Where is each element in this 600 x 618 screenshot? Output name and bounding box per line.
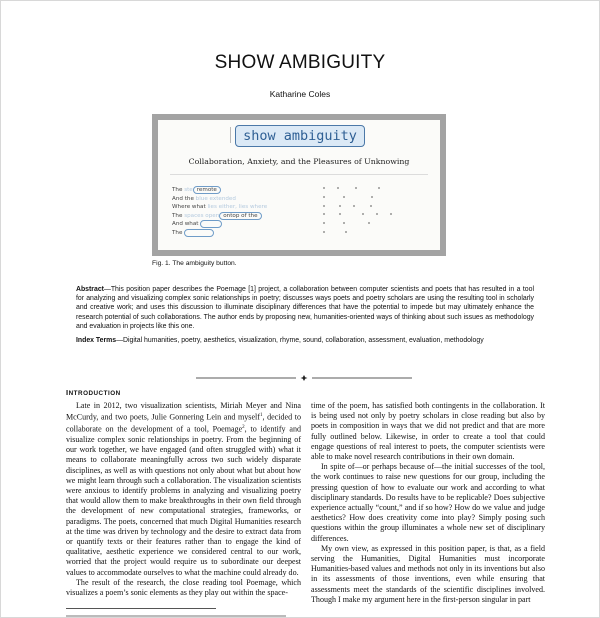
figure-caption: Fig. 1. The ambiguity button. — [152, 260, 237, 267]
column-left — [66, 401, 301, 598]
paragraph: Late in 2012, two visualization scientists, Miriah Meyer and Nina McCurdy, and two poets, Julie Gonnering Lein and myself$^1$, decided to collaborate on the development of a tool, Poemage$^2$, to identify and visualize complex sonic relationships in poetry. From the beginning of our work together, we have engaged (and often struggled with) what it means to collaborate meaningfully across two such widely disparate disciplines, as well as with questions not only about what but about how we might learn through such a collaboration. The visualization scientists were anxious to identify problems in analyzing and visualizing poetry that would allow them to make breakthroughs in their own field through the development of new computational strategies, frameworks, or paradigms. The poets, concerned that much Digital Humanities research at the time was driven by technology and the desire to extract data from or quantify texts or their features rather than to engage the kind of qualitative, aesthetic experience we considered central to our work, worried that the project would require us to subordinate our deepest values to accommodate ourselves to what the machine could already do. — [66, 401, 301, 577]
poem-line: Where what lies either, lies where — [172, 204, 268, 211]
abstract-text: —This position paper describes the Poemage [1] project, a collaboration between computer scientists and poets that has resulted in a tool for analyzing and visualizing complex sonic relationships in poetry; discusses ways poets and poetry scholars are using the resulting tool in scholarly and creative work; and uses this discussion to illuminate disciplinary differences that have the potential to impede but may ultimately enhance the research potential of such collaborations. The author ends by proposing new, humanities-oriented ways of thinking about such issues as methodology and evaluation in projects like this one. — [76, 286, 534, 330]
figure-screenshot — [158, 120, 440, 250]
sound-pattern-dots — [158, 120, 440, 250]
paragraph: time of the poem, has satisfied both contingents in the collaboration. It is being used not only by poetry scholars in close reading but also by poets in composition in ways that we did not predict and that are more fully outlined below. Likewise, in order to create a tool that could engage questions of real interest to poets, the computer scientists were able to make novel research contributions in their own domain. — [311, 401, 545, 462]
poem-line: And what — [172, 220, 267, 229]
index-terms-label: Index Terms — [76, 337, 117, 344]
index-terms-text: —Digital humanities, poetry, aesthetics, visualization, rhyme, sound, collaboration, assessment, evaluation, methodology — [116, 337, 484, 344]
paper-author: Katharine Coles — [269, 89, 331, 99]
poem-line: The — [172, 229, 267, 238]
footnote-area — [66, 612, 301, 618]
highlighted-word: ontop of the — [219, 212, 261, 220]
show-ambiguity-button: show ambiguity — [235, 125, 365, 147]
paper-title: SHOW AMBIGUITY — [214, 52, 386, 73]
index-terms — [76, 336, 534, 345]
section-heading-introduction: INTRODUCTION — [66, 388, 121, 397]
paragraph: The result of the research, the close reading tool Poemage, which visualizes a poem’s sonic elements as they play out within the space- — [66, 577, 301, 597]
highlighted-word: remote — [193, 186, 221, 194]
abstract — [76, 285, 534, 331]
abstract-label: Abstract — [76, 286, 104, 293]
poem-line: The ste remote — [172, 186, 267, 195]
diamond-ornament-icon — [301, 375, 308, 381]
section-separator — [196, 375, 412, 381]
paragraph: In spite of—or perhaps because of—the initial successes of the tool, the work continues to raise new questions for our group, including the pressing question of how to evaluate our work and according to what disciplinary standards. Do results have to be replicable? Does subjective experience actually “count,” and if so how? How do we value and judge aesthetics? How does creativity come into play? Simply posing such questions within the group illuminates a whole new set of disciplinary differences. — [311, 462, 545, 543]
paragraph: My own view, as expressed in this position paper, is that, as a field serving the Humanities, Digital Humanities must incorporate Humanities-based values and methods not only in its inventions but also in its assessments of those inventions, even while ensuring that assessments meet the standards of the scientific disciplines involved. Though I make my argument here in the first-person singular in part — [311, 543, 545, 604]
footnote-rule — [66, 608, 216, 609]
column-right — [311, 401, 545, 605]
figure-heading: Collaboration, Anxiety, and the Pleasures of Unknowing — [188, 157, 410, 166]
poem-line: And the blue extended — [172, 195, 236, 202]
figure-1 — [152, 114, 446, 256]
poem-line: The spaces open ontop of the — [172, 212, 267, 221]
